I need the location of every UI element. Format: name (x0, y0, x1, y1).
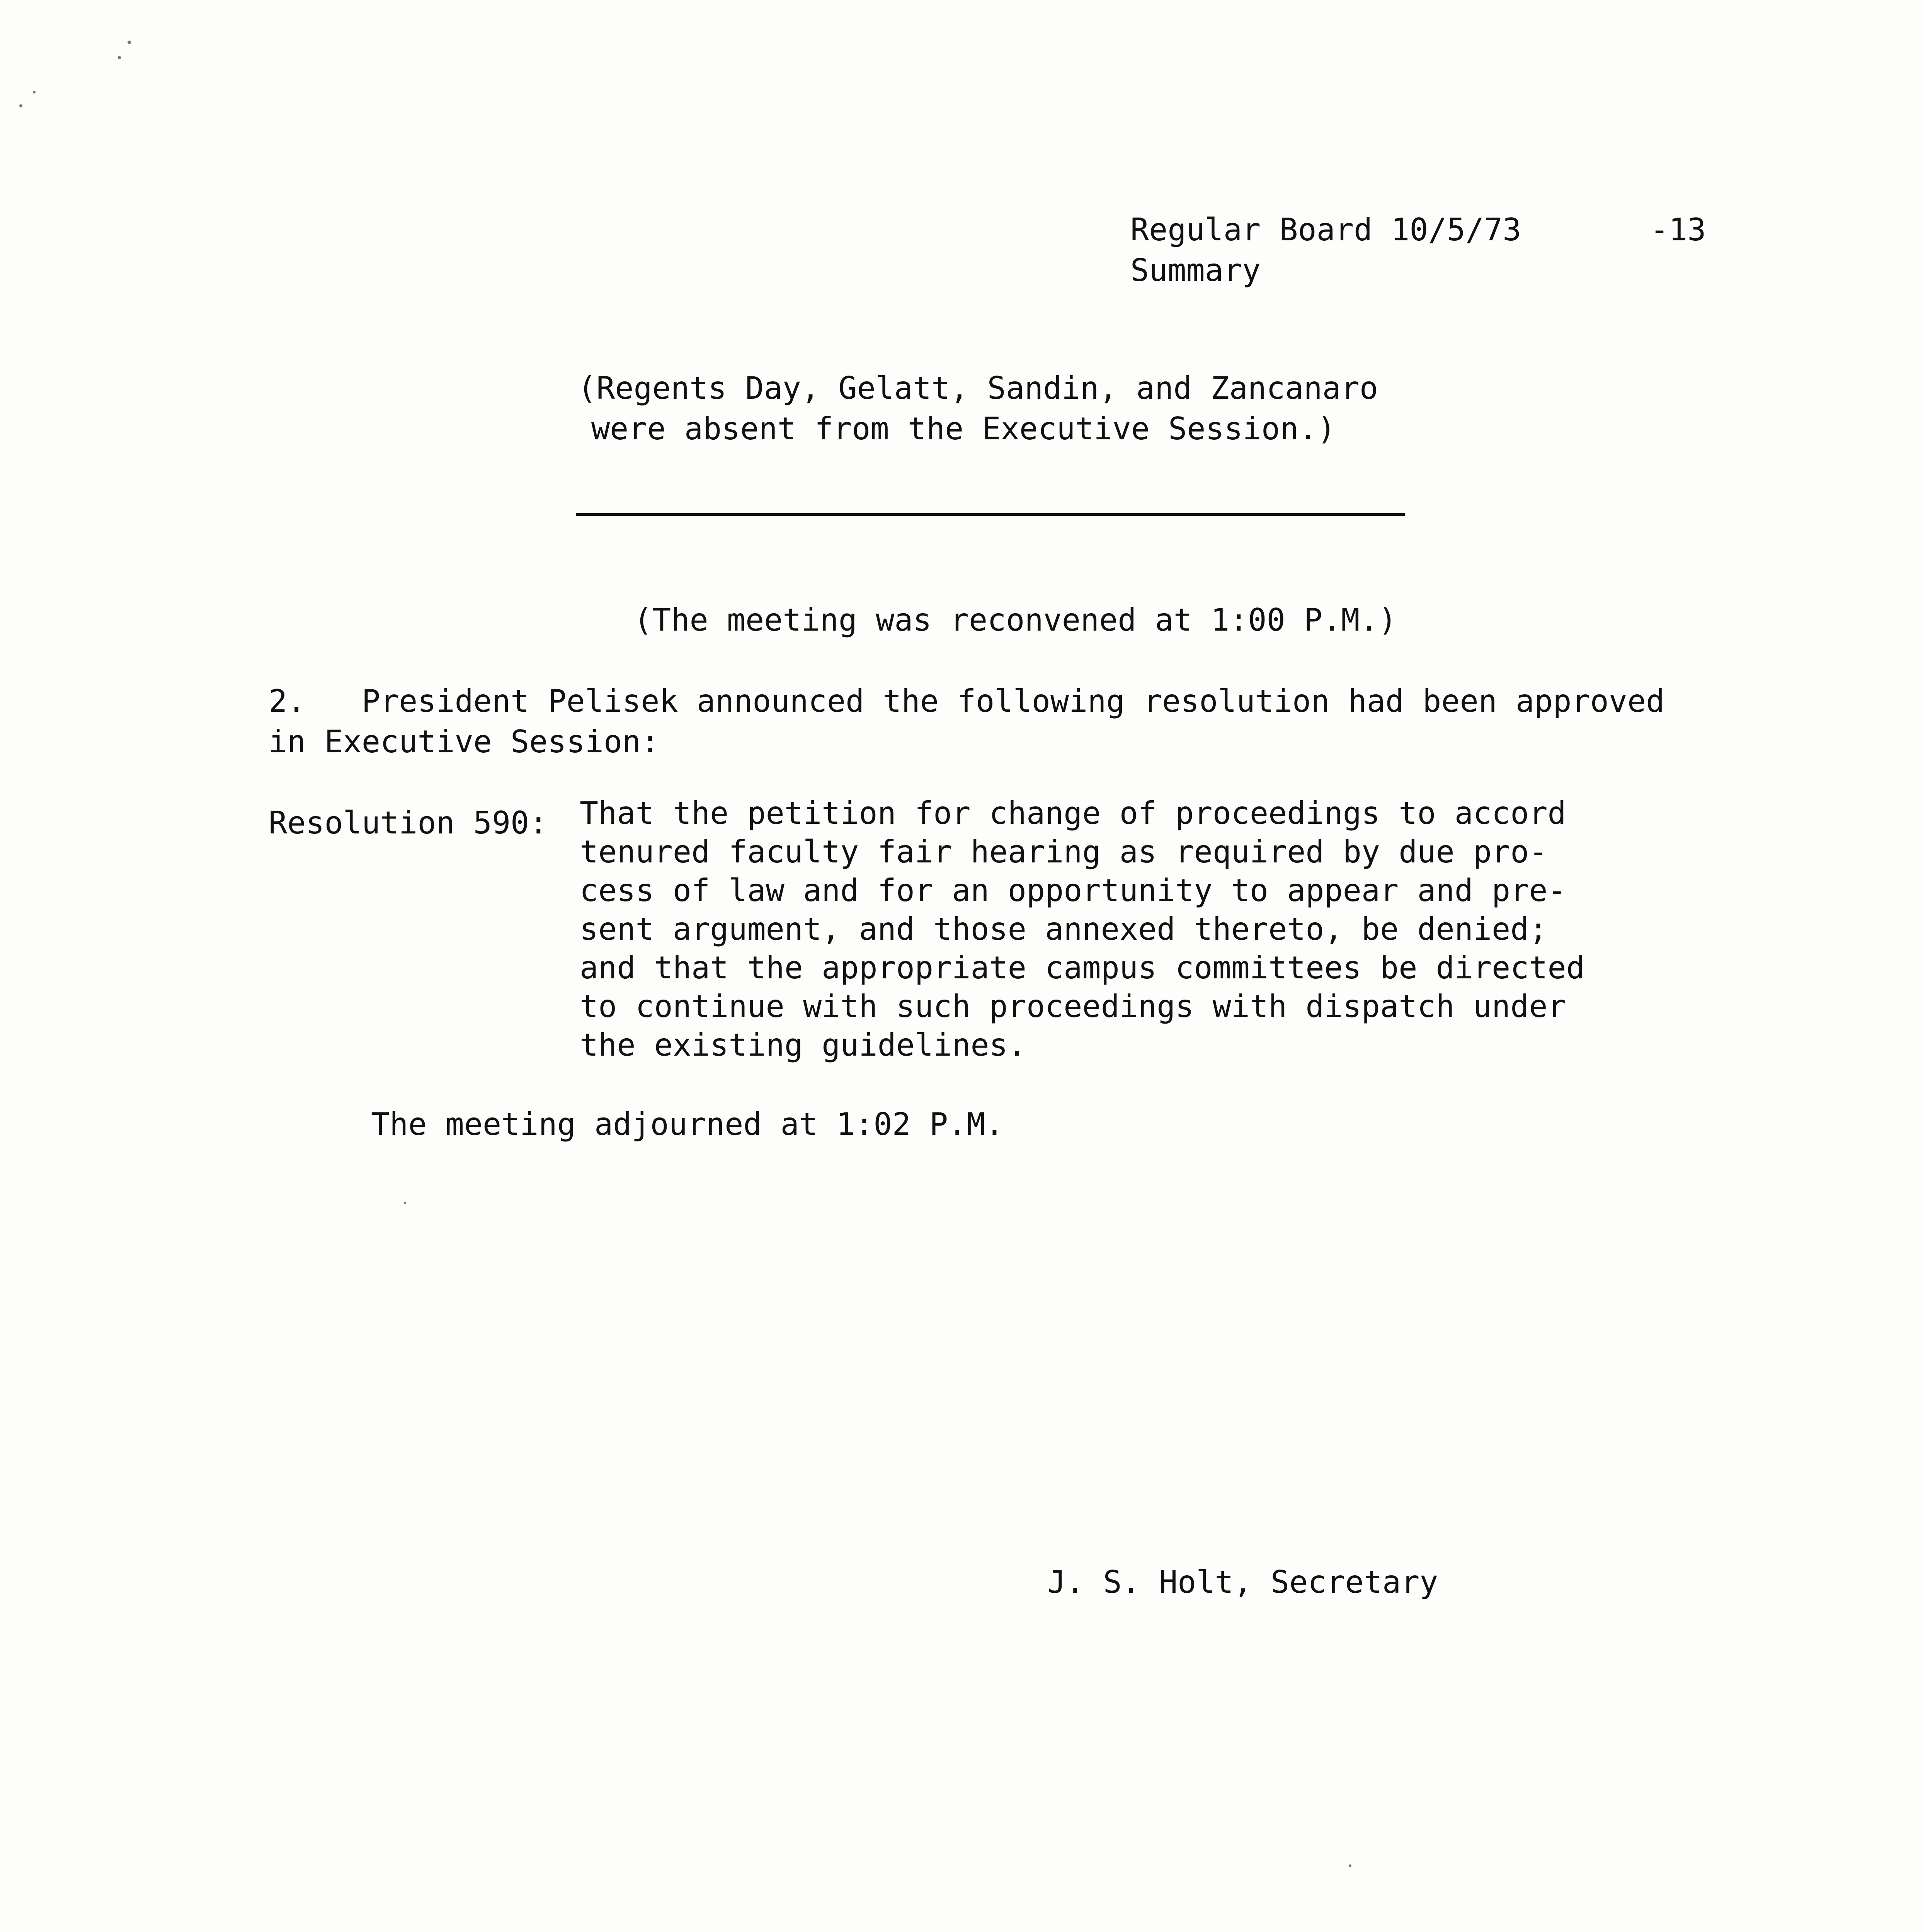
scan-speck (118, 56, 121, 59)
resolution-line: the existing guidelines. (580, 1027, 1026, 1063)
resolution-line: tenured faculty fair hearing as required by due pro- (580, 834, 1548, 870)
header-title: Regular Board 10/5/73 (1130, 212, 1521, 248)
absence-note-line-1: (Regents Day, Gelatt, Sandin, and Zancanaro (578, 370, 1378, 406)
scan-speck (1349, 1864, 1351, 1867)
resolution-line: That the petition for change of proceedings to accord (580, 795, 1566, 831)
resolution-line: sent argument, and those annexed thereto, be denied; (580, 911, 1548, 947)
adjourned-note: The meeting adjourned at 1:02 P.M. (371, 1106, 1004, 1142)
header-subtitle: Summary (1130, 252, 1261, 288)
item-2-line-2: in Executive Session: (269, 724, 660, 760)
secretary-signature: J. S. Holt, Secretary (1047, 1564, 1438, 1600)
scan-speck (128, 41, 131, 44)
resolution-line: cess of law and for an opportunity to appear and pre- (580, 872, 1566, 908)
scan-speck (19, 104, 22, 107)
header-page-ref: -13 (1650, 212, 1706, 248)
resolution-label: Resolution 590: (269, 805, 548, 841)
reconvened-note: (The meeting was reconvened at 1:00 P.M.) (634, 602, 1397, 638)
separator-rule (576, 513, 1405, 516)
absence-note-line-2: were absent from the Executive Session.) (591, 411, 1336, 447)
item-2-line-1: 2. President Pelisek announced the following resolution had been approved (269, 683, 1665, 719)
scan-speck (404, 1202, 406, 1204)
resolution-line: to continue with such proceedings with dispatch under (580, 988, 1566, 1024)
scan-speck (33, 91, 36, 94)
resolution-line: and that the appropriate campus committees be directed (580, 950, 1585, 986)
